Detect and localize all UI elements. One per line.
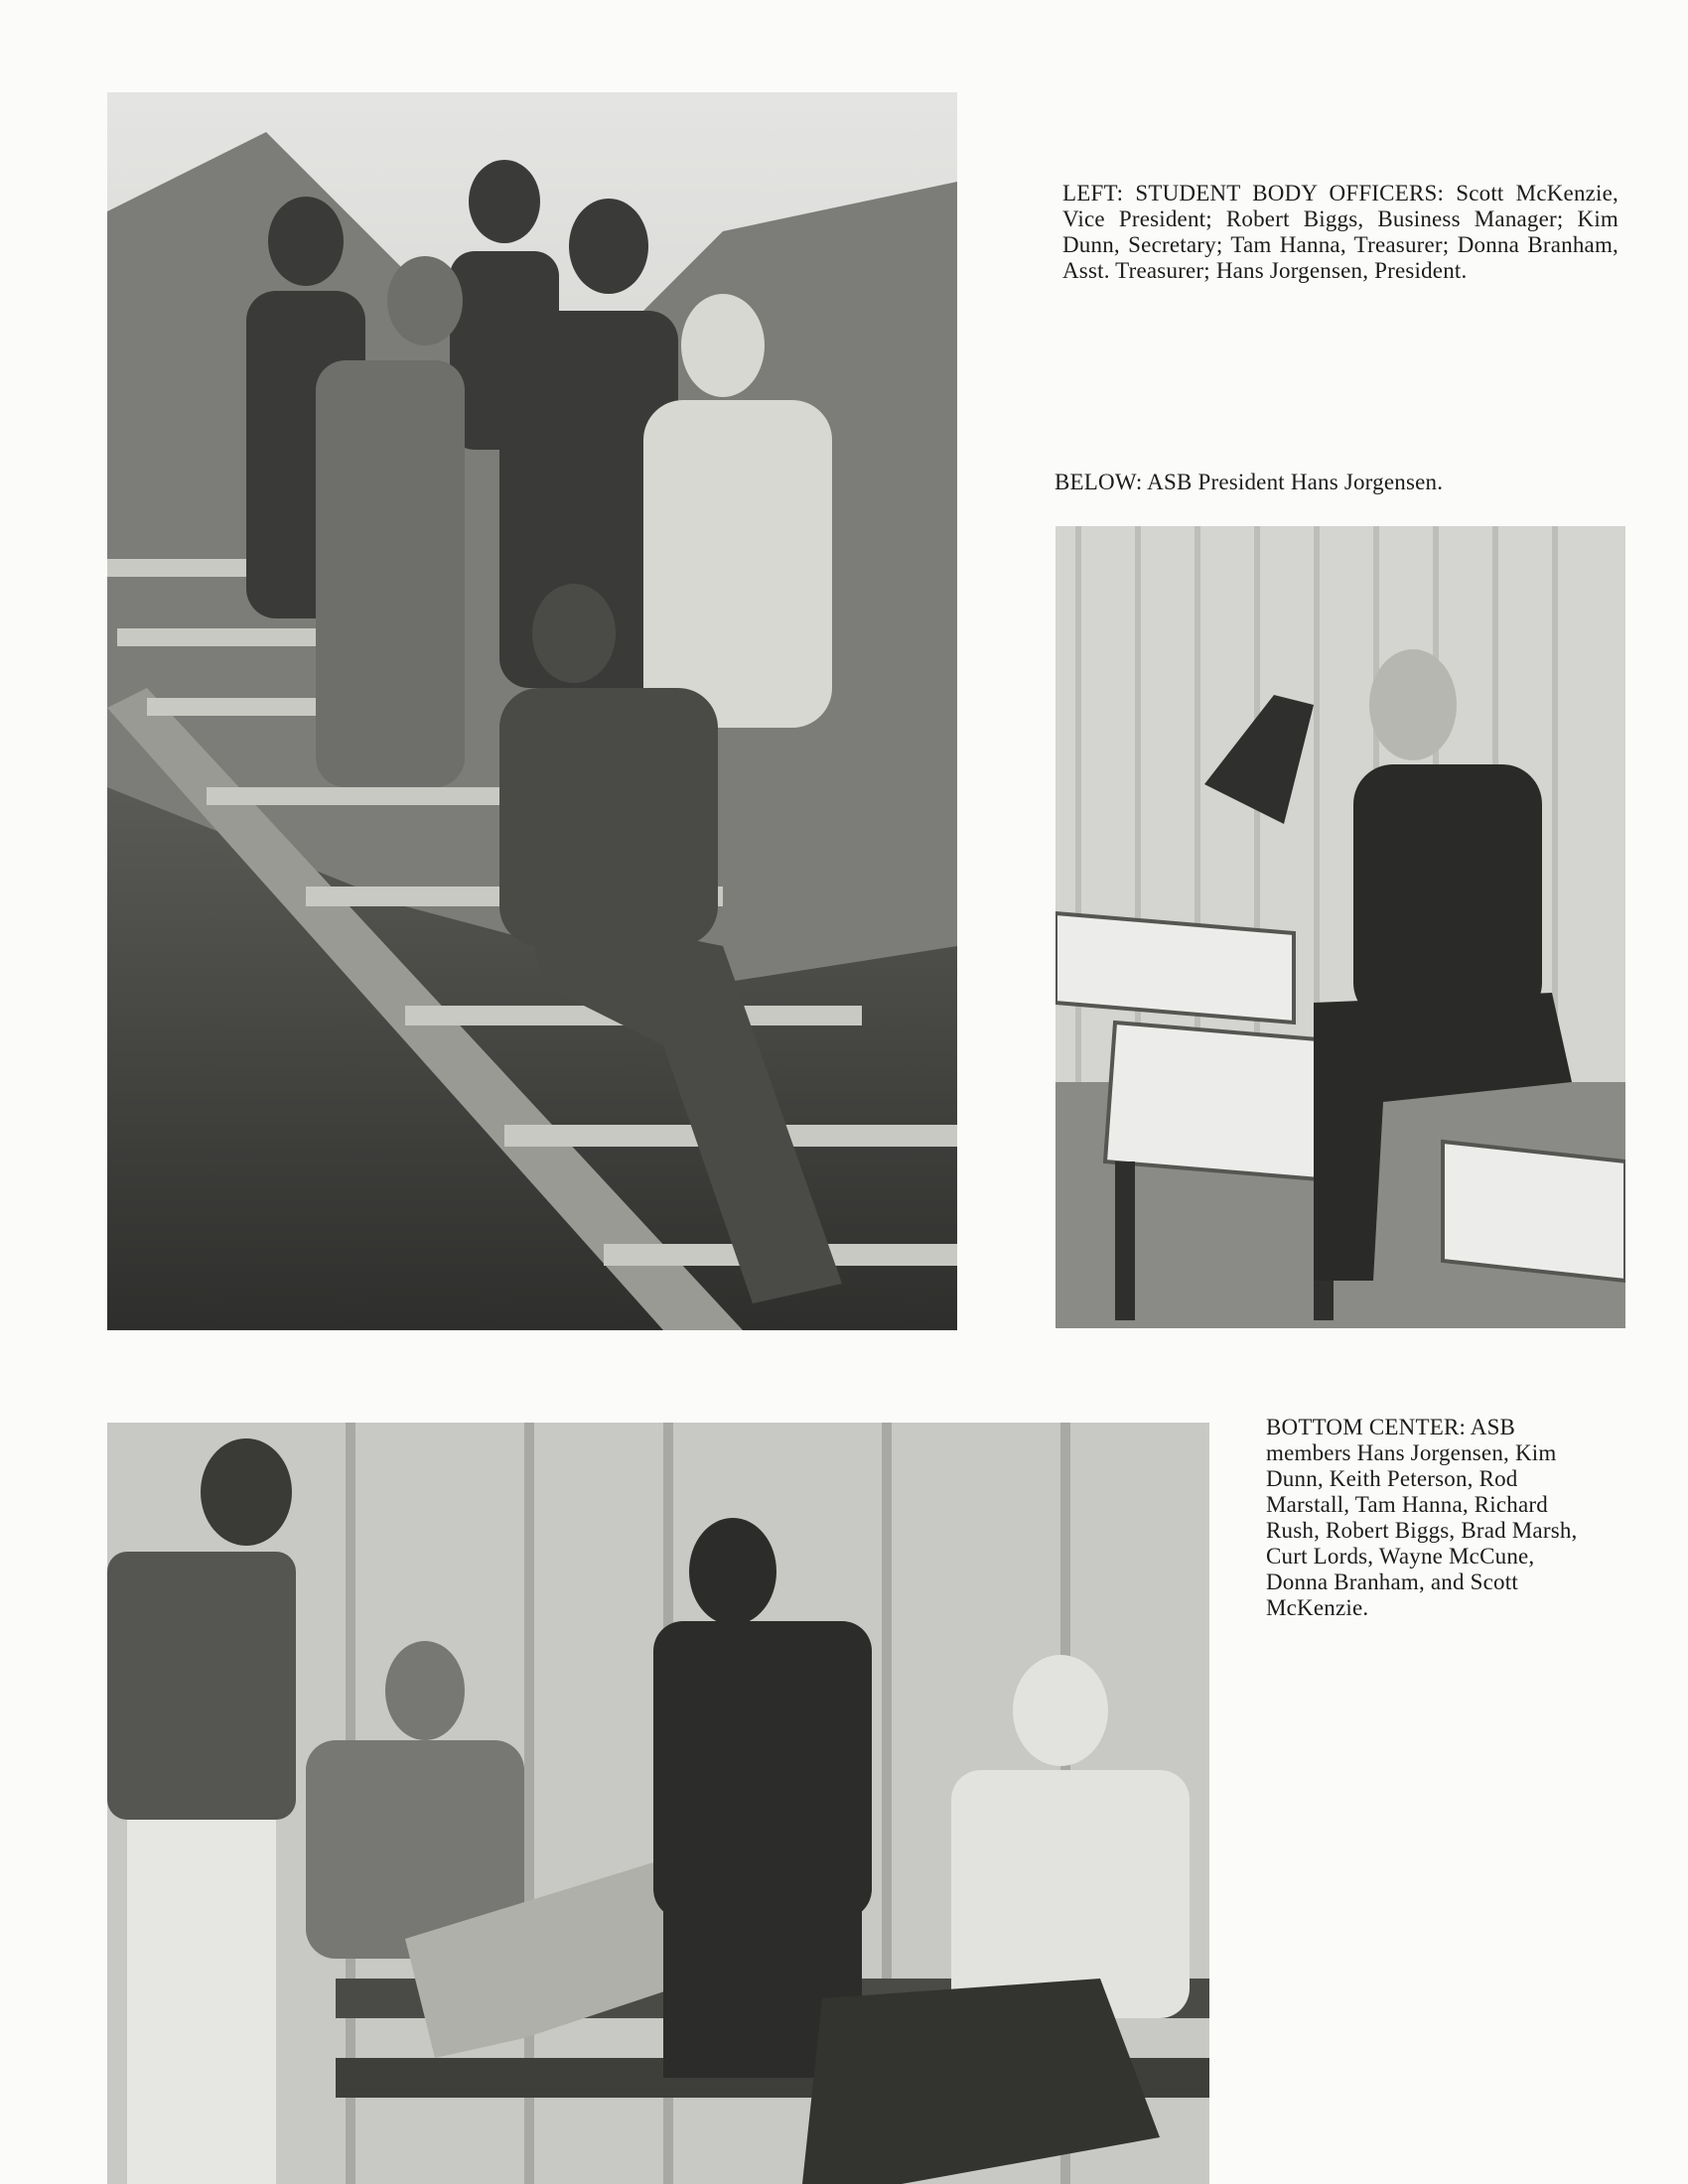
caption-asb-president: BELOW: ASB President Hans Jorgensen.: [1055, 470, 1444, 494]
caption-student-body-officers: LEFT: STUDENT BODY OFFICERS: Scott McKenzie, Vice President; Robert Biggs, Business Manager; Kim Dunn, Secretary; Tam Hanna, Treasurer; Donna Branham, Asst. Treasurer; Hans Jorgensen, President.: [1062, 181, 1618, 283]
photo-asb-members: [107, 1423, 1209, 2184]
photo-student-body-officers: [107, 92, 957, 1330]
caption-asb-members: BOTTOM CENTER: ASB members Hans Jorgensen, Kim Dunn, Keith Peterson, Rod Marstall, Tam Hanna, Richard Rush, Robert Biggs, Brad Marsh, Curt Lords, Wayne McCune, Donna Branham, and Scott McKenzie.: [1266, 1415, 1578, 1620]
photo-asb-president: [1055, 526, 1625, 1328]
